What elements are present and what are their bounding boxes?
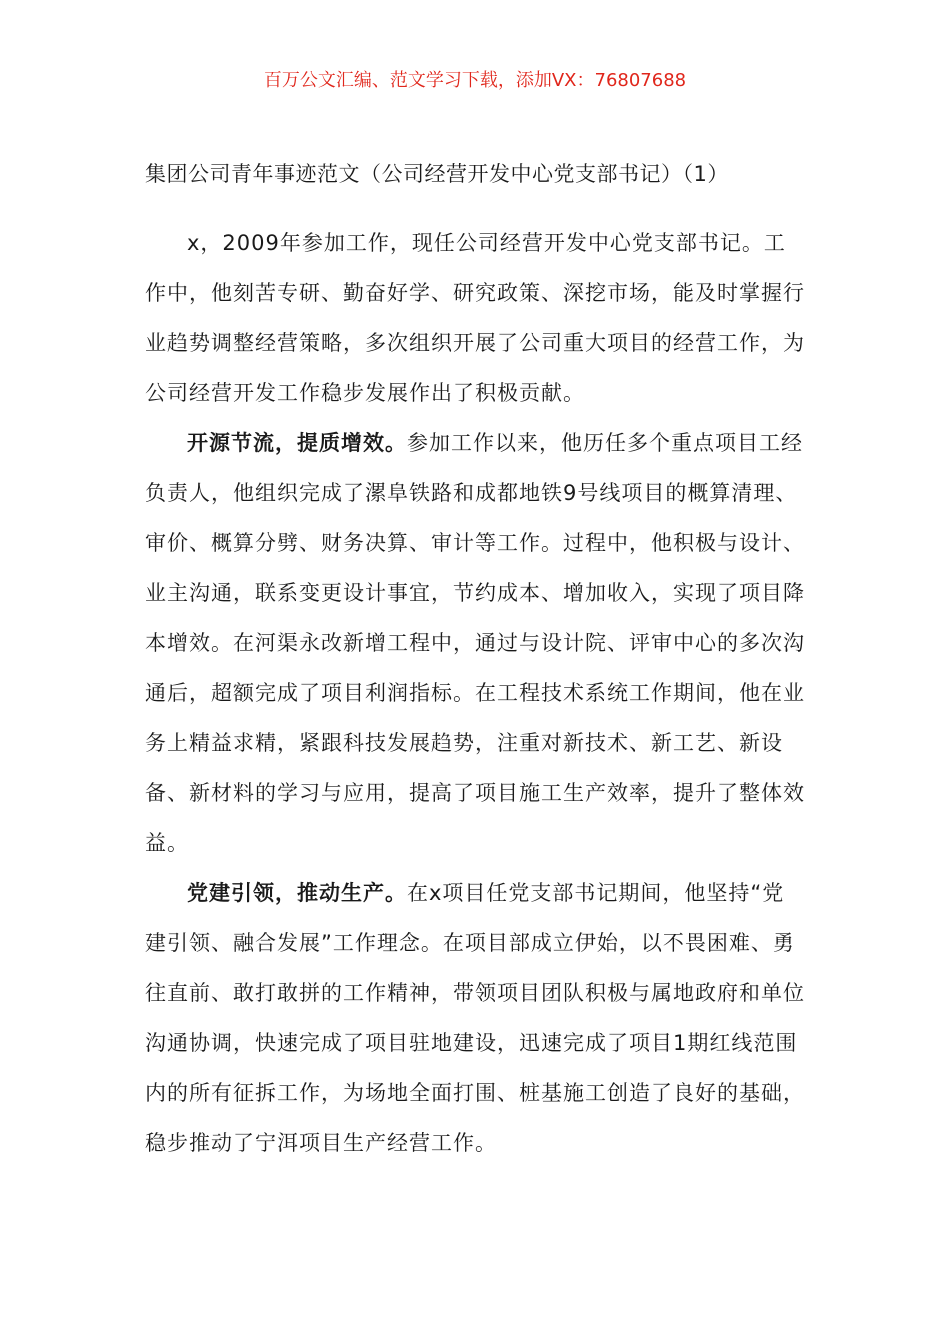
paragraph-text: 在x项目任党支部书记期间，他坚持“党建引领、融合发展”工作理念。在项目部成立伊始，以不畏困难、勇往直前、敢打敢拼的工作精神，带领项目团队积极与属地政府和单位沟通协调，快速完成了项目驻地建设，迅速完成了项目1期红线范围内的所有征拆工作，为场地全面打围、桩基施工创造了良好的基础，稳步推动了宁洱项目生产经营工作。 (145, 881, 805, 1155)
paragraph-cost-efficiency (145, 418, 805, 868)
paragraph-lead: 开源节流，提质增效。 (187, 431, 407, 455)
document-body (145, 218, 805, 1168)
paragraph-intro (145, 218, 805, 418)
paragraph-lead: 党建引领，推动生产。 (187, 881, 407, 905)
paragraph-party-building (145, 868, 805, 1168)
paragraph-text: 参加工作以来，他历任多个重点项目工经负责人，他组织完成了漯阜铁路和成都地铁9号线项目的概算清理、审价、概算分劈、财务决算、审计等工作。过程中，他积极与设计、业主沟通，联系变更设计事宜，节约成本、增加收入，实现了项目降本增效。在河渠永改新增工程中，通过与设计院、评审中心的多次沟通后，超额完成了项目利润指标。在工程技术系统工作期间，他在业务上精益求精，紧跟科技发展趋势，注重对新技术、新工艺、新设备、新材料的学习与应用，提高了项目施工生产效率，提升了整体效益。 (145, 431, 805, 855)
watermark-banner: 百万公文汇编、范文学习下载，添加VX：76807688 (263, 70, 687, 91)
paragraph-text: x，2009年参加工作，现任公司经营开发中心党支部书记。工作中，他刻苦专研、勤奋好学、研究政策、深挖市场，能及时掌握行业趋势调整经营策略，多次组织开展了公司重大项目的经营工作，为公司经营开发工作稳步发展作出了积极贡献。 (145, 231, 805, 405)
document-title: 集团公司青年事迹范文（公司经营开发中心党支部书记）（1） (145, 162, 729, 186)
